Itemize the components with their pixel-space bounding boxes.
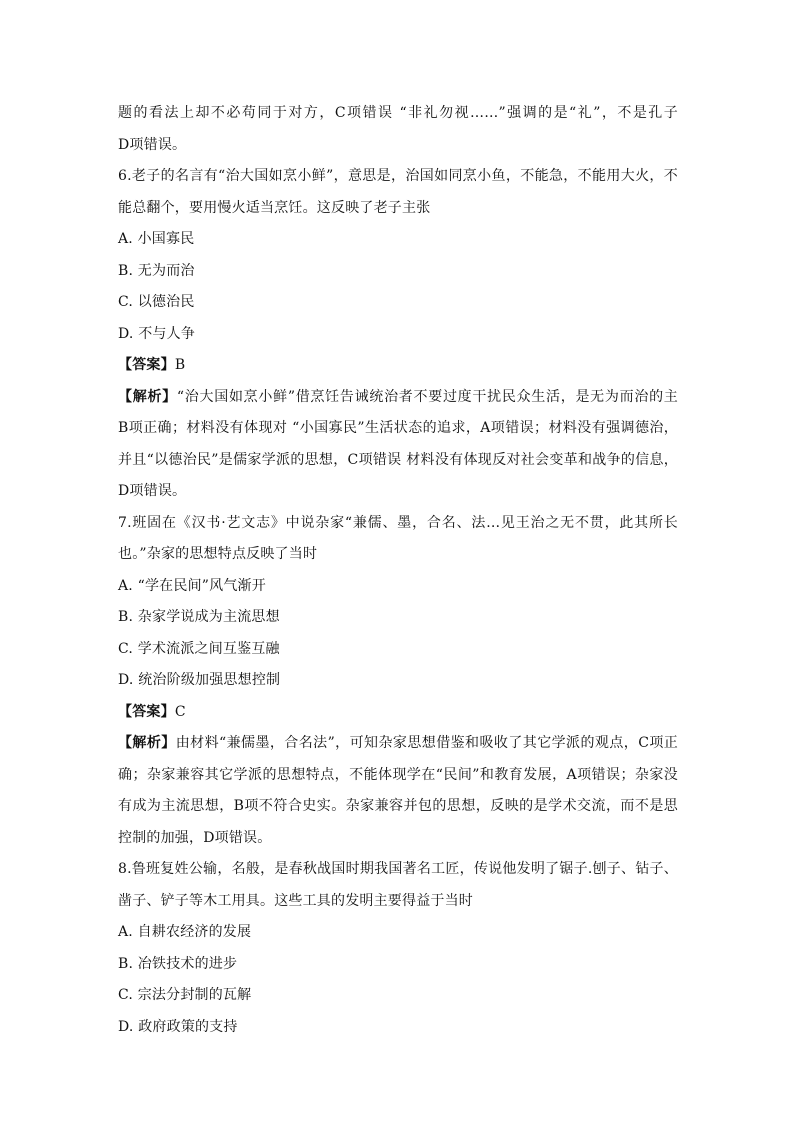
text-line: 题的看法上却不必苟同于对方，C项错误 “非礼勿视……”强调的是“礼”，不是孔子: [118, 105, 678, 121]
question-6-analysis-cont: D项错误。: [118, 483, 187, 499]
question-7-stem: 7.班固在《汉书·艺文志》中说杂家“兼儒、墨，合名、法…见王治之无不贯，此其所长: [118, 514, 678, 531]
section-label: 【解析】: [118, 735, 176, 751]
text-line: D项错误。: [118, 136, 187, 153]
question-7-analysis: 【解析】由材料“兼儒墨，合名法”，可知杂家思想借鉴和吸收了其它学派的观点，C项正: [118, 735, 678, 751]
document-page: [118, 98, 678, 1043]
question-7-option-d: D. 统治阶级加强思想控制: [118, 672, 281, 688]
question-6-option-c: C. 以德治民: [118, 294, 195, 310]
question-6-option-a: A. 小国寡民: [118, 231, 195, 247]
question-8-option-a: A. 自耕农经济的发展: [118, 924, 252, 940]
question-7-analysis-cont: 有成为主流思想，B项不符合史实。杂家兼容并包的思想，反映的是学术交流，而不是思: [118, 798, 678, 814]
question-7-option-a: A. “学在民间”风气渐开: [118, 577, 266, 594]
question-7-option-b: B. 杂家学说成为主流思想: [118, 609, 280, 625]
question-7-option-c: C. 学术流派之间互鉴互融: [118, 640, 280, 657]
question-8-option-d: D. 政府政策的支持: [118, 1018, 238, 1035]
question-8-stem: 8.鲁班复姓公输，名般，是春秋战国时期我国著名工匠，传说他发明了锯子.刨子、钻子、: [118, 861, 678, 877]
question-6-stem: 6.老子的名言有“治大国如烹小鲜”，意思是，治国如同烹小鱼，不能急，不能用大火，不: [118, 168, 678, 184]
question-6-analysis-cont: B项正确；材料没有体现对 “小国寡民”生活状态的追求，A项错误；材料没有强调德治，: [118, 420, 678, 436]
question-6-option-d: D. 不与人争: [118, 325, 196, 342]
question-7-analysis-cont: 确；杂家兼容其它学派的思想特点，不能体现学在“民间”和教育发展，A项错误；杂家没: [118, 766, 678, 783]
question-6-answer: 【答案】B: [118, 357, 186, 373]
question-8-option-b: B. 冶铁技术的进步: [118, 955, 238, 972]
section-label: 【答案】: [118, 357, 175, 373]
question-7-stem-cont: 也。”杂家的思想特点反映了当时: [118, 546, 318, 562]
question-6-analysis: 【解析】“治大国如烹小鲜”借烹饪告诫统治者不要过度干扰民众生活，是无为而治的主: [118, 388, 678, 405]
question-7-analysis-cont: 控制的加强，D项错误。: [118, 829, 272, 846]
question-8-option-c: C. 宗法分封制的瓦解: [118, 987, 252, 1003]
question-7-answer: 【答案】C: [118, 703, 186, 720]
question-8-stem-cont: 凿子、铲子等木工用具。这些工具的发明主要得益于当时: [118, 892, 473, 909]
section-label: 【解析】: [118, 388, 177, 405]
question-6-option-b: B. 无为而治: [118, 262, 195, 279]
question-6-stem-cont: 能总翻个，要用慢火适当烹饪。这反映了老子主张: [118, 199, 431, 216]
section-label: 【答案】: [118, 703, 175, 720]
question-6-analysis-cont: 并且“以德治民”是儒家学派的思想，C项错误 材料没有体现反对社会变革和战争的信息，: [118, 451, 678, 468]
